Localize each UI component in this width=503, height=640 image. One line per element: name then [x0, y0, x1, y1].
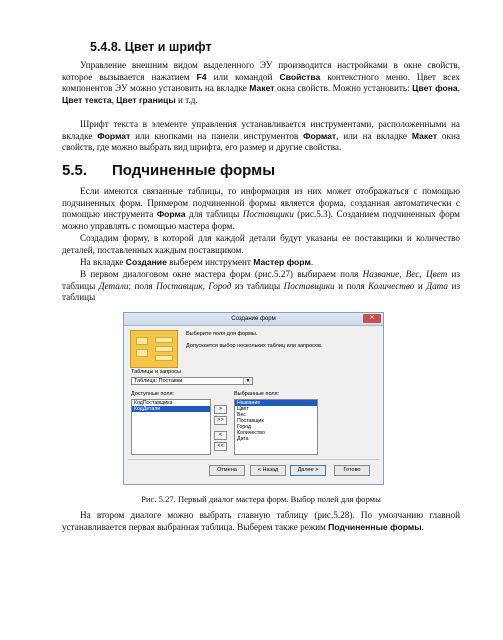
cancel-button[interactable]: Отмена — [209, 465, 245, 476]
dialog-hint-secondary: Допускается выбор нескольких таблиц или запросов. — [186, 343, 323, 349]
selected-fields-label: Выбранные поля: — [234, 391, 280, 397]
tables-label: Таблицы и запросы — [131, 369, 181, 375]
figure-caption: Рис. 5.27. Первый диалог мастера форм. Выбор полей для формы — [141, 494, 381, 504]
move-all-button[interactable]: >> — [214, 416, 227, 425]
list-item[interactable]: Цвет — [237, 406, 249, 412]
dialog-title: Создание форм — [124, 313, 383, 326]
dialog-hint-primary: Выберите поля для формы. — [186, 331, 258, 337]
form-wizard-dialog — [123, 312, 384, 485]
tables-select-value: Таблица: Поставки — [134, 378, 183, 384]
list-item[interactable]: Поставщик — [237, 418, 264, 424]
remove-one-button[interactable]: < — [214, 431, 227, 440]
finish-button[interactable]: Готово — [334, 465, 370, 476]
list-item[interactable]: Дата — [237, 436, 249, 442]
paragraph-second-dialog: На втором диалоге можно выбрать главную таблицу (рис.5.28). По умолчанию главной устанавливается первая выбранная таблица. Выберем также режим Подчиненные формы. — [62, 510, 460, 532]
section-heading-5-4-8: 5.4.8. Цвет и шрифт — [90, 40, 212, 54]
available-fields-label: Доступные поля: — [131, 391, 175, 397]
tables-select[interactable] — [131, 377, 253, 385]
move-one-button[interactable]: > — [214, 405, 227, 414]
paragraph-color-font-1: Управление внешним видом выделенного ЭУ производится настройками в окне свойств, которое вызывается нажатием F4 или командой Свойства контекстного меню. Цвет всех компонентов ЭУ можно установить на вкладке Макет окна свойств. Можно установить: Цвет фона, Цвет текста, Цвет границы и т.д. — [62, 60, 460, 106]
list-item[interactable]: Название — [235, 400, 317, 406]
section-number: 5.5. — [62, 162, 88, 179]
back-button[interactable]: < Назад — [250, 465, 286, 476]
list-item[interactable]: КодДетали — [132, 406, 210, 412]
dialog-separator — [128, 459, 379, 460]
paragraph-subforms-1: Если имеются связанные таблицы, то информация из них может отображаться с помощью подчиненных форм. Примером подчиненной формы является форма, созданная автоматически с помощью инструмента Форма для таблицы Поставщики (рис.5.3). Созданием подчиненных форм можно управлять с помощью мастера форм. — [62, 186, 461, 232]
wizard-illustration-icon — [130, 330, 178, 368]
list-item[interactable]: Вес — [237, 412, 246, 418]
available-fields-list[interactable] — [131, 399, 211, 455]
paragraph-subforms-3: На вкладке Создание выберем инструмент Мастер форм. — [80, 257, 314, 267]
remove-all-button[interactable]: << — [214, 442, 227, 451]
chevron-down-icon[interactable]: ▼ — [243, 378, 252, 384]
close-icon[interactable]: ✕ — [363, 314, 381, 323]
paragraph-subforms-4: В первом диалоговом окне мастера форм (рис.5.27) выбираем поля Название, Вес, Цвет из таблицы Детали; поля Поставщик, Город из таблицы Поставщики и поля Количество и Дата из таблицы — [62, 269, 461, 303]
paragraph-color-font-2: Шрифт текста в элементе управления устанавливается инструментами, расположенными на вкладке Формат или кнопками на панели инструментов Формат, или на вкладке Макет окна свойств, где можно выбрать вид шрифта, его размер и другие свойства. — [62, 119, 460, 153]
selected-fields-list[interactable] — [234, 399, 318, 455]
list-item[interactable]: Количество — [237, 430, 265, 436]
list-item[interactable]: Город — [237, 424, 252, 430]
section-heading-5-5 — [62, 162, 460, 179]
section-title: Подчиненные формы — [112, 162, 276, 179]
paragraph-subforms-2: Создадим форму, в которой для каждой детали будут указаны ее поставщики и количество деталей, поставленных каждым поставщиком. — [62, 233, 460, 255]
list-item[interactable]: КодПоставщика — [134, 400, 173, 406]
next-button[interactable]: Далее > — [290, 465, 326, 476]
